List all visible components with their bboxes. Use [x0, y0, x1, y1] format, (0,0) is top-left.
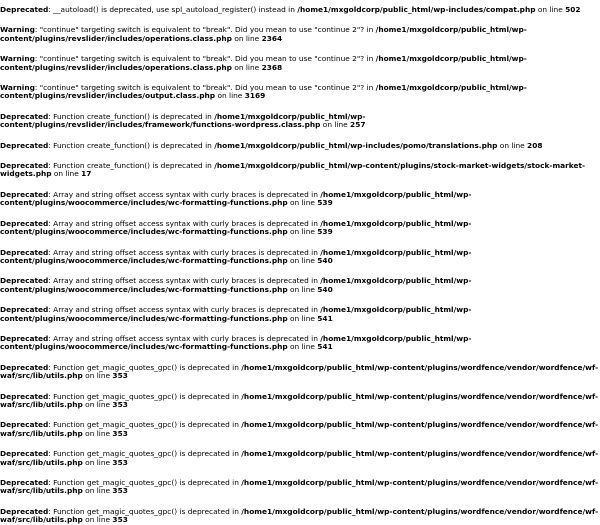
error-text: Function get_magic_quotes_gpc() is deprecated in: [53, 506, 242, 516]
error-file-path: /home1/mxgoldcorp/public_html/wp-content/plugins/woocommerce/includes/wc-formatting-functions.php: [0, 276, 472, 294]
error-separator: :: [48, 276, 54, 286]
error-file-path: /home1/mxgoldcorp/public_html/wp-content/plugins/woocommerce/includes/wc-formatting-functions.php: [0, 333, 472, 352]
error-message: [0, 26, 600, 43]
error-file-path: /home1/mxgoldcorp/public_html/wp-content/plugins/stock-market-widgets/stock-market-widgets.php: [0, 161, 586, 179]
error-text: Array and string offset access syntax with curly braces is deprecated in: [53, 189, 321, 199]
error-text: Function get_magic_quotes_gpc() is deprecated in: [53, 362, 242, 372]
error-text: Array and string offset access syntax with curly braces is deprecated in: [53, 218, 321, 228]
error-text: Array and string offset access syntax with curly braces is deprecated in: [53, 333, 321, 343]
error-message: [0, 6, 600, 14]
error-message: [0, 113, 600, 130]
error-line-number: 353: [112, 457, 128, 467]
error-on-line: on line: [535, 5, 566, 14]
error-message: [0, 393, 600, 410]
error-level: Deprecated: [0, 5, 49, 14]
error-file-path: /home1/mxgoldcorp/public_html/wp-includes/compat.php: [297, 5, 536, 14]
error-level: Deprecated: [0, 420, 49, 430]
error-level: Warning: [0, 83, 35, 93]
error-file-path: /home1/mxgoldcorp/public_html/wp-content/plugins/revslider/includes/operations.class.php: [0, 54, 527, 72]
error-file-path: /home1/mxgoldcorp/public_html/wp-content/plugins/wordfence/vendor/wordfence/wf-waf/src/lib/utils.php: [0, 362, 599, 381]
error-on-line: on line: [82, 457, 113, 467]
error-separator: :: [48, 305, 54, 315]
error-on-line: on line: [82, 515, 113, 525]
error-line-number: 17: [81, 169, 92, 179]
error-text: "continue" targeting switch is equivalent to "break". Did you mean to use "continue 2"? in: [39, 25, 376, 35]
error-on-line: on line: [287, 313, 318, 323]
error-text: __autoload() is deprecated, use spl_autoload_register() instead in: [53, 5, 298, 14]
error-level: Deprecated: [0, 161, 49, 171]
error-text: Function get_magic_quotes_gpc() is deprecated in: [53, 420, 242, 430]
error-message: [0, 220, 600, 237]
error-level: Deprecated: [0, 391, 49, 401]
error-text: Function create_function() is deprecated in: [53, 140, 215, 150]
error-level: Deprecated: [0, 478, 49, 487]
error-text: Function get_magic_quotes_gpc() is deprecated in: [53, 391, 242, 401]
error-separator: :: [48, 218, 54, 228]
error-separator: :: [48, 140, 54, 150]
error-file-path: /home1/mxgoldcorp/public_html/wp-content/plugins/revslider/includes/operations.class.php: [0, 25, 527, 43]
error-text: Array and string offset access syntax with curly braces is deprecated in: [53, 247, 321, 257]
error-line-number: 353: [112, 486, 128, 496]
error-on-line: on line: [320, 120, 351, 130]
error-message: [0, 191, 600, 208]
error-level: Deprecated: [0, 449, 49, 459]
error-file-path: /home1/mxgoldcorp/public_html/wp-content/plugins/wordfence/vendor/wordfence/wf-waf/src/lib/utils.php: [0, 420, 599, 438]
error-separator: :: [48, 247, 54, 257]
error-text: Function create_function() is deprecated in: [53, 161, 215, 171]
error-separator: :: [34, 54, 40, 64]
error-message: [0, 55, 600, 72]
error-separator: :: [48, 161, 54, 171]
error-file-path: /home1/mxgoldcorp/public_html/wp-content/plugins/wordfence/vendor/wordfence/wf-waf/src/lib/utils.php: [0, 506, 599, 525]
error-level: Deprecated: [0, 333, 49, 343]
error-message: [0, 162, 600, 179]
error-message: [0, 84, 600, 101]
error-line-number: 3169: [244, 91, 266, 101]
error-message: [0, 142, 600, 150]
error-line-number: 353: [112, 399, 128, 409]
error-text: "continue" targeting switch is equivalent to "break". Did you mean to use "continue 2"? in: [39, 83, 376, 93]
error-file-path: /home1/mxgoldcorp/public_html/wp-content/plugins/woocommerce/includes/wc-formatting-functions.php: [0, 305, 472, 323]
error-separator: :: [48, 362, 54, 372]
error-level: Deprecated: [0, 362, 49, 372]
error-file-path: /home1/mxgoldcorp/public_html/wp-includes/pomo/translations.php: [214, 140, 498, 150]
error-line-number: 540: [317, 255, 333, 265]
error-separator: :: [48, 5, 54, 14]
error-line-number: 257: [350, 120, 366, 130]
error-line-number: 540: [317, 284, 333, 294]
error-on-line: on line: [287, 198, 318, 208]
error-text: Function get_magic_quotes_gpc() is deprecated in: [53, 478, 242, 487]
error-line-number: 2364: [261, 33, 283, 43]
error-line-number: 2368: [261, 62, 283, 72]
error-level: Warning: [0, 25, 35, 35]
error-message: [0, 508, 600, 525]
error-file-path: /home1/mxgoldcorp/public_html/wp-content/plugins/revslider/includes/output.class.php: [0, 83, 527, 101]
error-on-line: on line: [82, 428, 113, 438]
error-file-path: /home1/mxgoldcorp/public_html/wp-content/plugins/revslider/includes/framework/functions-wordpress.class.php: [0, 111, 366, 130]
error-on-line: on line: [82, 371, 113, 381]
error-line-number: 502: [565, 5, 581, 14]
error-level: Deprecated: [0, 506, 49, 516]
error-message: [0, 249, 600, 266]
error-on-line: on line: [215, 91, 245, 101]
error-on-line: on line: [231, 62, 262, 72]
error-line-number: 539: [317, 198, 333, 208]
error-message: [0, 277, 600, 294]
error-separator: :: [34, 83, 40, 93]
error-line-number: 353: [112, 371, 128, 381]
error-file-path: /home1/mxgoldcorp/public_html/wp-content/plugins/woocommerce/includes/wc-formatting-functions.php: [0, 189, 472, 208]
error-message: [0, 306, 600, 323]
error-file-path: /home1/mxgoldcorp/public_html/wp-content/plugins/woocommerce/includes/wc-formatting-functions.php: [0, 218, 472, 237]
error-on-line: on line: [51, 169, 82, 179]
error-level: Deprecated: [0, 305, 49, 315]
error-on-line: on line: [287, 342, 318, 352]
error-separator: :: [48, 506, 54, 516]
error-line-number: 541: [317, 342, 333, 352]
error-separator: :: [48, 189, 54, 199]
error-separator: :: [48, 111, 54, 121]
error-on-line: on line: [287, 255, 318, 265]
error-file-path: /home1/mxgoldcorp/public_html/wp-content/plugins/woocommerce/includes/wc-formatting-functions.php: [0, 247, 472, 265]
error-message: [0, 335, 600, 352]
error-on-line: on line: [287, 227, 318, 237]
error-level: Deprecated: [0, 247, 49, 257]
error-text: "continue" targeting switch is equivalent to "break". Did you mean to use "continue 2"? in: [39, 54, 376, 64]
error-level: Warning: [0, 54, 35, 64]
error-text: Array and string offset access syntax with curly braces is deprecated in: [53, 305, 321, 315]
error-line-number: 539: [317, 227, 333, 237]
error-level: Deprecated: [0, 140, 49, 150]
error-separator: :: [48, 333, 54, 343]
error-separator: :: [48, 420, 54, 430]
error-separator: :: [48, 391, 54, 401]
error-text: Function get_magic_quotes_gpc() is deprecated in: [53, 449, 242, 459]
error-on-line: on line: [82, 486, 113, 496]
error-message: [0, 421, 600, 438]
error-text: Array and string offset access syntax with curly braces is deprecated in: [53, 276, 321, 286]
error-line-number: 208: [527, 140, 543, 150]
error-line-number: 541: [317, 313, 333, 323]
error-separator: :: [48, 449, 54, 459]
error-text: Function create_function() is deprecated in: [53, 111, 215, 121]
error-file-path: /home1/mxgoldcorp/public_html/wp-content/plugins/wordfence/vendor/wordfence/wf-waf/src/lib/utils.php: [0, 478, 599, 496]
error-message: [0, 450, 600, 467]
error-on-line: on line: [497, 140, 528, 150]
error-file-path: /home1/mxgoldcorp/public_html/wp-content/plugins/wordfence/vendor/wordfence/wf-waf/src/lib/utils.php: [0, 449, 599, 467]
error-on-line: on line: [231, 33, 262, 43]
error-separator: :: [34, 25, 40, 35]
error-line-number: 353: [112, 515, 128, 525]
error-line-number: 353: [112, 428, 128, 438]
error-message: [0, 479, 600, 496]
error-file-path: /home1/mxgoldcorp/public_html/wp-content/plugins/wordfence/vendor/wordfence/wf-waf/src/lib/utils.php: [0, 391, 599, 409]
error-level: Deprecated: [0, 189, 49, 199]
error-level: Deprecated: [0, 111, 49, 121]
error-on-line: on line: [287, 284, 318, 294]
error-message: [0, 364, 600, 381]
error-level: Deprecated: [0, 218, 49, 228]
error-level: Deprecated: [0, 276, 49, 286]
error-on-line: on line: [82, 399, 113, 409]
error-separator: :: [48, 478, 54, 487]
